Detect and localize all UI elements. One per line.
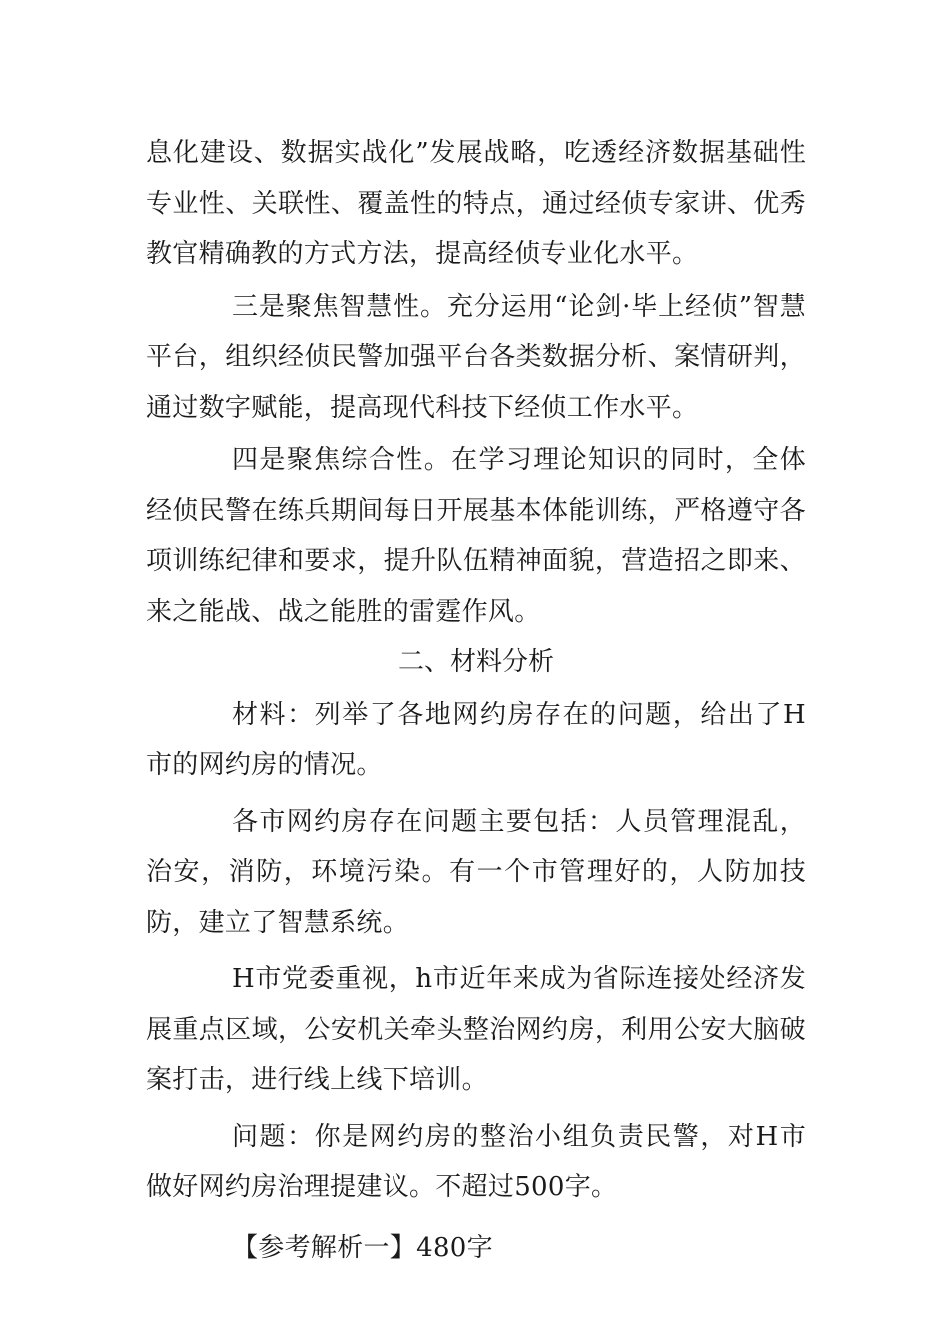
paragraph-h-city: H市党委重视，h市近年来成为省际连接处经济发展重点区域，公安机关牵头整治网约房，利用公安大脑破案打击，进行线上线下培训。 (146, 964, 806, 1095)
paragraph-material: 材料：列举了各地网约房存在的问题，给出了H市的网约房的情况。 (146, 699, 806, 780)
paragraph-point-four: 四是聚焦综合性。在学习理论知识的同时，全体经侦民警在练兵期间每日开展基本体能训练，严格遵守各项训练纪律和要求，提升队伍精神面貌，营造招之即来、来之能战、战之能胜的雷霆作风。 (146, 445, 806, 627)
section-heading: 二、材料分析 (397, 647, 554, 677)
reference-analysis-label: 【参考解析一】480字 (232, 1232, 493, 1263)
paragraph-issues: 各市网约房存在问题主要包括：人员管理混乱，治安，消防，环境污染。有一个市管理好的，人防加技防，建立了智慧系统。 (146, 806, 806, 938)
paragraph-question: 问题：你是网约房的整治小组负责民警，对H市做好网约房治理提建议。不超过500字。 (146, 1121, 806, 1202)
paragraph-continuation: 息化建设、数据实战化”发展战略，吃透经济数据基础性专业性、关联性、覆盖性的特点，通过经侦专家讲、优秀教官精确教的方式方法，提高经侦专业化水平。 (146, 138, 806, 269)
paragraph-point-three: 三是聚焦智慧性。充分运用“论剑·毕上经侦”智慧平台，组织经侦民警加强平台各类数据分析、案情研判，通过数字赋能，提高现代科技下经侦工作水平。 (146, 291, 806, 423)
document-page (146, 128, 806, 1273)
